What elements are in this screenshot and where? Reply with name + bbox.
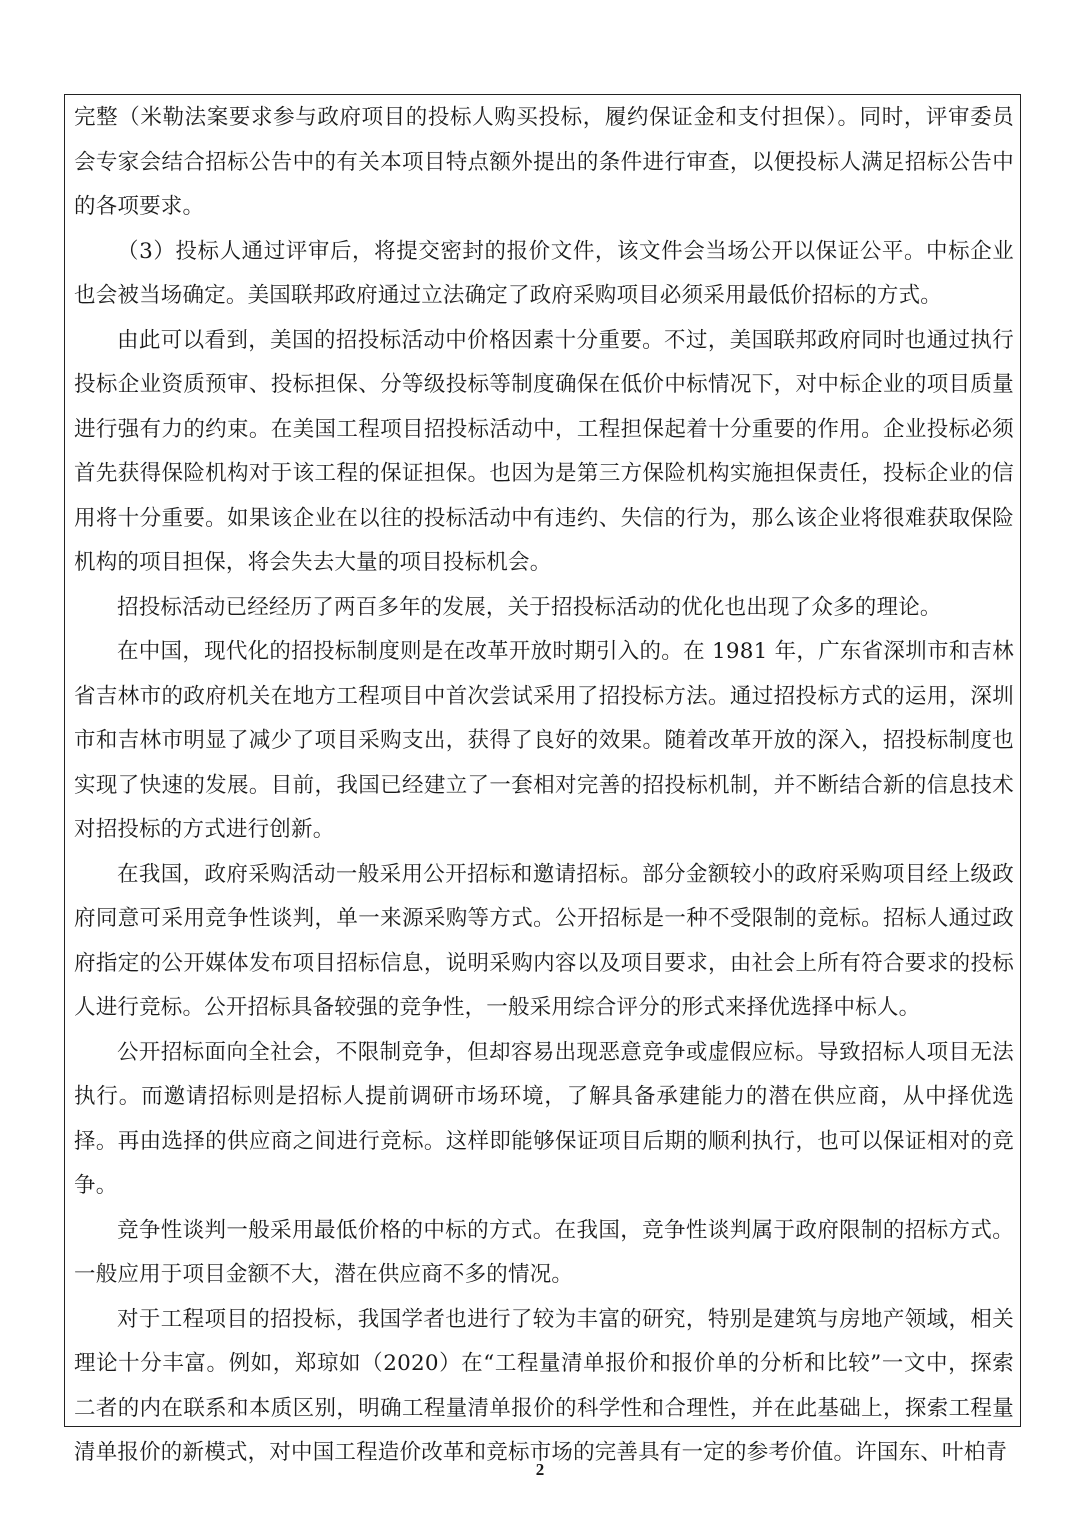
paragraph-8: 竞争性谈判一般采用最低价格的中标的方式。在我国，竞争性谈判属于政府限制的招标方式。一般应用于项目金额不大，潜在供应商不多的情况。 xyxy=(74,1217,1014,1287)
paragraph-3: 由此可以看到，美国的招投标活动中价格因素十分重要。不过，美国联邦政府同时也通过执行投标企业资质预审、投标担保、分等级投标等制度确保在低价中标情况下，对中标企业的项目质量进行强有力的约束。在美国工程项目招投标活动中，工程担保起着十分重要的作用。企业投标必须首先获得保险机构对于该工程的保证担保。也因为是第三方保险机构实施担保责任，投标企业的信用将十分重要。如果该企业在以往的投标活动中有违约、失信的行为，那么该企业将很难获取保险机构的项目担保，将会失去大量的项目投标机会。 xyxy=(74,327,1014,575)
paragraph-5: 在中国，现代化的招投标制度则是在改革开放时期引入的。在 1981 年，广东省深圳市和吉林省吉林市的政府机关在地方工程项目中首次尝试采用了招投标方法。通过招投标方式的运用，深圳市和吉林市明显了减少了项目采购支出，获得了良好的效果。随着改革开放的深入，招投标制度也实现了快速的发展。目前，我国已经建立了一套相对完善的招投标机制，并不断结合新的信息技术对招投标的方式进行创新。 xyxy=(74,639,1014,842)
paragraph-4: 招投标活动已经经历了两百多年的发展，关于招投标活动的优化也出现了众多的理论。 xyxy=(117,594,942,620)
paragraph-6: 在我国，政府采购活动一般采用公开招标和邀请招标。部分金额较小的政府采购项目经上级政府同意可采用竞争性谈判，单一来源采购等方式。公开招标是一种不受限制的竞标。招标人通过政府指定的公开媒体发布项目招标信息，说明采购内容以及项目要求，由社会上所有符合要求的投标人进行竞标。公开招标具备较强的竞争性，一般采用综合评分的形式来择优选择中标人。 xyxy=(74,861,1014,1020)
paragraph-2: （3）投标人通过评审后，将提交密封的报价文件，该文件会当场公开以保证公平。中标企业也会被当场确定。美国联邦政府通过立法确定了政府采购项目必须采用最低价招标的方式。 xyxy=(74,238,1014,308)
document-body xyxy=(74,96,1014,1476)
page-number: 2 xyxy=(535,1460,545,1479)
paragraph-1: 完整（米勒法案要求参与政府项目的投标人购买投标，履约保证金和支付担保）。同时，评审委员会专家会结合招标公告中的有关本项目特点额外提出的条件进行审查，以便投标人满足招标公告中的各项要求。 xyxy=(74,105,1014,219)
paragraph-9: 对于工程项目的招投标，我国学者也进行了较为丰富的研究，特别是建筑与房地产领域，相关理论十分丰富。例如，郑琼如（2020）在“工程量清单报价和报价单的分析和比较”一文中，探索二者的内在联系和本质区别，明确工程量清单报价的科学性和合理性，并在此基础上，探索工程量清单报价的新模式，对中国工程造价改革和竞标市场的完善具有一定的参考价值。许国东、叶柏青 xyxy=(74,1306,1014,1465)
paragraph-7: 公开招标面向全社会，不限制竞争，但却容易出现恶意竞争或虚假应标。导致招标人项目无法执行。而邀请招标则是招标人提前调研市场环境，了解具备承建能力的潜在供应商，从中择优选择。再由选择的供应商之间进行竞标。这样即能够保证项目后期的顺利执行，也可以保证相对的竞争。 xyxy=(74,1039,1014,1198)
